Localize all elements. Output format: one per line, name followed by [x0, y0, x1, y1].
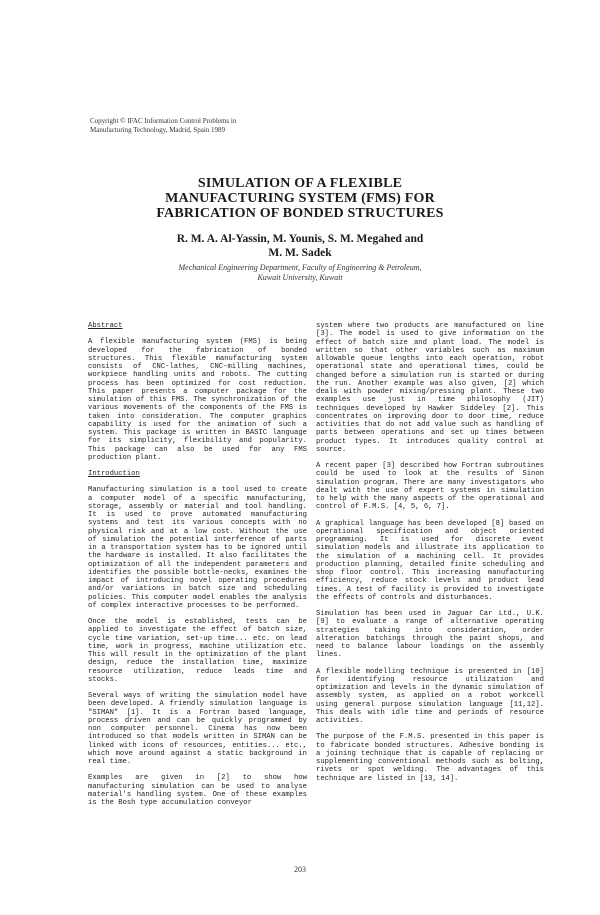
body-paragraph: Once the model is established, tests can be applied to investigate the effect of batch size, cycle time variation, set-up time... etc. on lead time, work in progress, machine utilization etc. This will result in the optimization of the plant design, reduce the installation time, maximize resource utilization, reduce leads time and stocks.	[88, 618, 307, 684]
introduction-heading: Introduction	[88, 470, 140, 478]
body-paragraph: A flexible modelling technique is presented in [10] for identifying resource utilization and optimization and levels in the dynamic simulation of assembly system, as applied on a robot workcell using general purpose simulation language [11,12]. This deals with idle time and periods of resource activities.	[316, 667, 544, 725]
affiliation-line: Kuwait University, Kuwait	[257, 273, 343, 282]
body-paragraph: Manufacturing simulation is a tool used to create a computer model of a specific manufacturing, storage, assembly or material and tool handling. It is used to prove automated manufacturing systems and test its various concepts with no physical risk and at a low cost. Without the use of simulation the potential interference of parts in a transportation system has to be ignored until the hardware is installed. It also facilitates the optimization of all the independent parameters and identifies the possible bottle-necks, examines the impact of introducing novel operating procedures and/or variations in batch size and scheduling policies. This computer model enables the analysis of complex interactive processes to be performed.	[88, 486, 307, 610]
paper-title	[0, 176, 600, 221]
authors-line: M. M. Sadek	[268, 247, 332, 259]
title-line: MANUFACTURING SYSTEM (FMS) FOR	[165, 191, 435, 206]
body-paragraph: The purpose of the F.M.S. presented in this paper is to fabricate bonded structures. Adhesive bonding is a joining technique that is capable of replacing or supplementing conventional methods such as bolting, rivets or spot welding. The advantages of this technique are listed in [13, 14].	[316, 733, 544, 783]
body-paragraph: system where two products are manufactured on line [3]. The model is used to give information on the effect of batch size and plant load. The model is written so that other variables such as maximum allowable queue lengths into each operation, robot operational state and operational times, could be changed before a simulation run is started or during the run. Another example was also given, [2] which deals with powder mixing/pressing plant. These two examples use just in time philosophy (JIT) techniques developed by Hawker Siddeley [2]. This concentrates on improving door to door time, reduce activities that do not add value such as handling of parts between operations and set up times between product types. It introduces quality control at source.	[316, 322, 544, 454]
body-paragraph: A graphical language has been developed [8] based on operational specification and object oriented programming. It is used for discrete event simulation models and illustrate its application to the simulation of a machining cell. It provides production planning, detailed finite scheduling and shop floor control. This increasing manufacturing efficiency, reduce stock levels and product lead times. A test of facility is provided to investigate the effects of controls and disturbances.	[316, 519, 544, 602]
copyright-line: Copyright © IFAC Information Control Problems in	[90, 117, 237, 125]
body-paragraph: Several ways of writing the simulation model have been developed. A friendly simulation language is "SIMAN" [1]. It is a Fortran based language, process driven and can be quickly programmed by non computer personnel. Cinema has now been introduced so that models written in SIMAN can be linked with icons of resources, entities... etc., which move around against a static background in real time.	[88, 692, 307, 766]
left-column	[88, 322, 307, 815]
title-line: FABRICATION OF BONDED STRUCTURES	[156, 206, 444, 221]
author-list	[0, 232, 600, 260]
abstract-heading: Abstract	[88, 322, 123, 330]
affiliation-line: Mechanical Engineering Department, Faculty of Engineering & Petroleum,	[178, 263, 422, 272]
body-paragraph: Simulation has been used in Jaguar Car Ltd., U.K. [9] to evaluate a range of alternative operating strategies taking into consideration, order alteration batchings through the paint shops, and need to balance labour loadings on the assembly lines.	[316, 610, 544, 660]
body-paragraph: Examples are given in [2] to show how manufacturing simulation can be used to analyse material's handling system. One of these examples is the Bosh type accumulation conveyor	[88, 774, 307, 807]
authors-line: R. M. A. Al-Yassin, M. Younis, S. M. Megahed and	[176, 233, 424, 245]
body-paragraph: A recent paper [3] described how Fortran subroutines could be used to look at the results of Sinon simulation program. There are many investigators who dealt with the use of expert systems in simulation to help with the many aspects of the operational and control of F.M.S. [4, 5, 6, 7].	[316, 462, 544, 512]
page-number: 203	[294, 865, 306, 874]
abstract-paragraph: A flexible manufacturing system (FMS) is being developed for the fabrication of bonded structures. This flexible manufacturing system consists of CNC-lathes, CNC-milling machines, workpiece handling units and robots. The cutting process has been optimized for cost reduction. This paper presents a computer package for the simulation of this FMS. The synchronization of the various movements of the components of the FMS is taken into consideration. The computer graphics capability is used for the animation of such a system. This package is written in BASIC language for its simplicity, flexibility and popularity. This package can also be used for any FMS production plant.	[88, 338, 307, 462]
copyright-notice	[90, 117, 236, 135]
right-column	[316, 322, 544, 791]
copyright-line: Manufacturing Technology, Madrid, Spain 1989	[90, 126, 226, 134]
title-line: SIMULATION OF A FLEXIBLE	[197, 176, 403, 191]
affiliation	[0, 263, 600, 283]
